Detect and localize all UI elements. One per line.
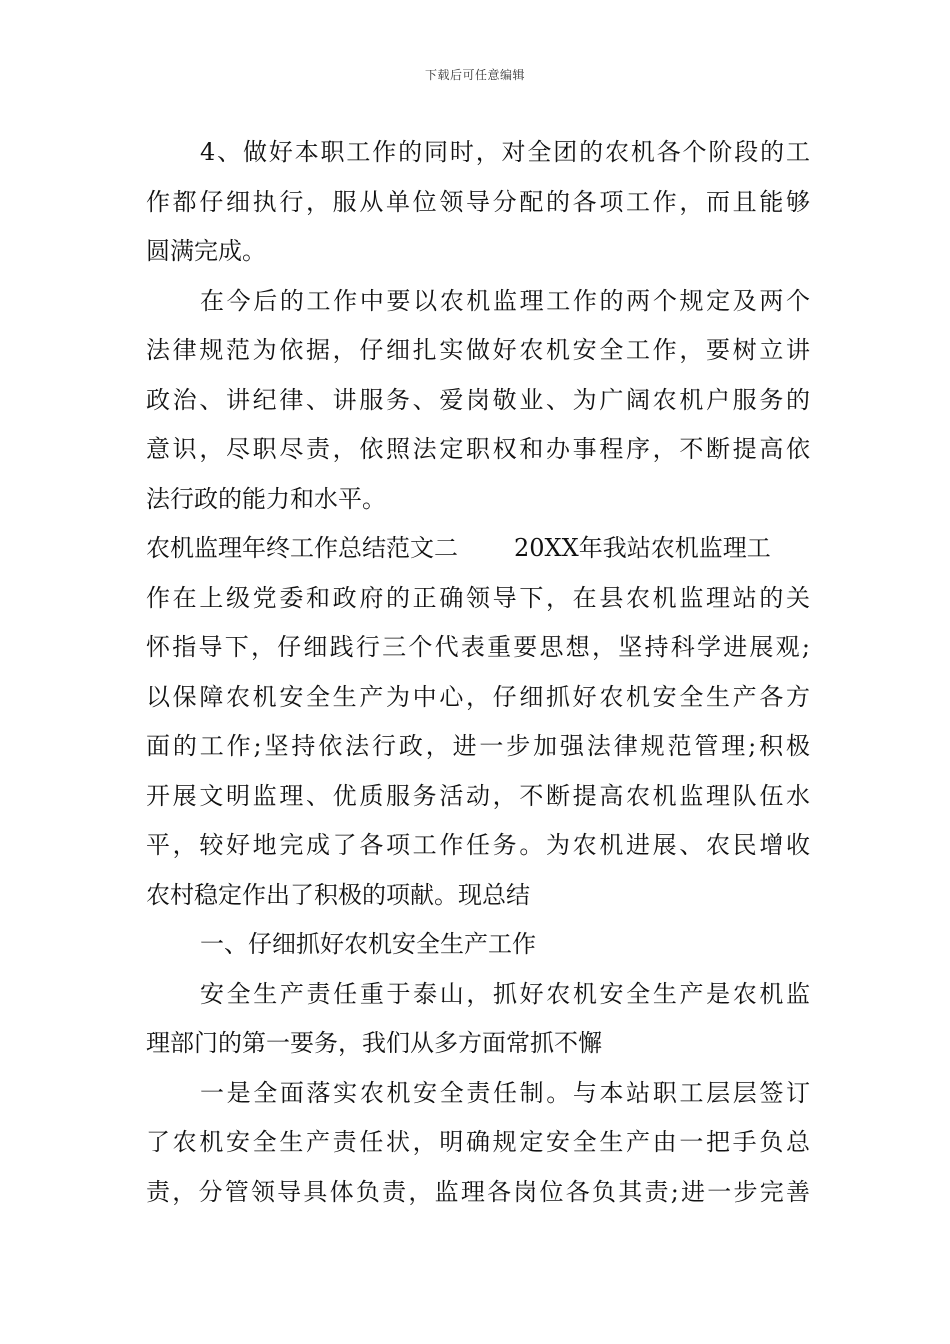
paragraph-sample-two <box>146 524 810 920</box>
text-line: 责，分管领导具体负责，监理各岗位各负其责;进一步完善 <box>146 1177 810 1206</box>
section-title: 农机监理年终工作总结范文二 <box>146 534 458 562</box>
page-header: 下载后可任意编辑 <box>424 68 525 82</box>
document-body <box>146 128 810 1217</box>
text-line: 农村稳定作出了积极的项献。现总结 <box>146 880 530 909</box>
text-line: 作都仔细执行，服从单位领导分配的各项工作，而且能够 <box>146 187 810 216</box>
paragraph-safety-system <box>146 1069 810 1218</box>
text-line: 在今后的工作中要以农机监理工作的两个规定及两个 <box>200 286 810 315</box>
paragraph-future-work <box>146 277 810 525</box>
text-line: 安全生产责任重于泰山，抓好农机安全生产是农机监 <box>200 979 810 1008</box>
section-heading-one <box>146 920 810 970</box>
text-line: 平，较好地完成了各项工作任务。为农机进展、农民增收 <box>146 831 810 859</box>
paragraph-safety-responsibility <box>146 970 810 1069</box>
text-line: 法行政的能力和水平。 <box>146 484 386 513</box>
text-line: 意识，尽职尽责，依照法定职权和办事程序，不断提高依 <box>146 435 810 463</box>
text-line: 一是全面落实农机安全责任制。与本站职工层层签订 <box>200 1078 810 1107</box>
text-line: 4、做好本职工作的同时，对全团的农机各个阶段的工 <box>200 138 810 166</box>
text-line: 以保障农机安全生产为中心，仔细抓好农机安全生产各方 <box>146 682 810 711</box>
text-line: 圆满完成。 <box>146 237 266 265</box>
section-title-line <box>146 524 810 574</box>
text-line: 法律规范为依据，仔细扎实做好农机安全工作，要树立讲 <box>146 336 810 364</box>
paragraph-item-4 <box>146 128 810 277</box>
title-continuation: 20XX年我站农机监理工 <box>514 534 771 562</box>
text-line: 了农机安全生产责任状，明确规定安全生产由一把手负总 <box>146 1128 810 1156</box>
text-line: 面的工作;坚持依法行政，进一步加强法律规范管理;积极 <box>146 732 810 760</box>
text-line: 政治、讲纪律、讲服务、爱岗敬业、为广阔农机户服务的 <box>146 385 810 414</box>
text-line: 作在上级党委和政府的正确领导下，在县农机监理站的关 <box>146 583 810 612</box>
text-line: 怀指导下，仔细践行三个代表重要思想，坚持科学进展观; <box>146 633 810 661</box>
text-line: 开展文明监理、优质服务活动，不断提高农机监理队伍水 <box>146 781 810 810</box>
heading-line: 一、仔细抓好农机安全生产工作 <box>200 930 536 958</box>
text-line: 理部门的第一要务，我们从多方面常抓不懈 <box>146 1029 602 1057</box>
